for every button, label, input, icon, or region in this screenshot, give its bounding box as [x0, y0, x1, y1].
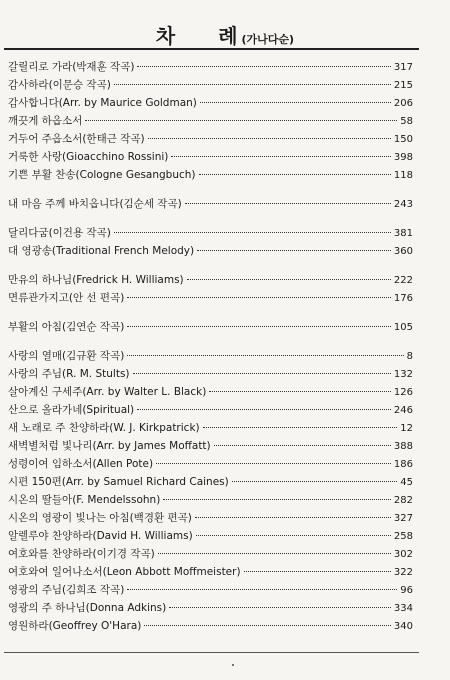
entry-title: 여호와여 일어나소서(Leon Abbott Moffmeister) — [8, 566, 241, 578]
toc-entry — [8, 58, 413, 76]
toc-entry — [8, 617, 413, 635]
entry-page: 360 — [393, 246, 413, 257]
entry-page: 398 — [393, 152, 413, 163]
dot-leader — [156, 463, 391, 464]
toc-entry — [8, 112, 413, 130]
entry-title: 대 영광송(Traditional French Melody) — [8, 245, 195, 257]
toc-subheading: (가나다순) — [241, 33, 295, 46]
entry-title: 면류관가지고(안 선 편곡) — [8, 292, 125, 304]
dot-leader — [158, 553, 391, 554]
entry-title: 시온의 영광이 빛나는 아침(백경환 편곡) — [8, 512, 192, 524]
entry-title: 시편 150편(Arr. by Samuel Richard Caines) — [8, 476, 229, 488]
entry-title: 영광의 주님(김희조 작곡) — [8, 584, 125, 596]
toc-entry — [8, 419, 413, 437]
toc-entry — [8, 563, 413, 581]
dot-leader — [137, 66, 390, 67]
entry-title: 영원하라(Geoffrey O'Hara) — [8, 620, 142, 632]
entry-page: 246 — [393, 405, 413, 416]
toc-entry — [8, 224, 413, 242]
dot-leader — [137, 409, 391, 410]
entry-page: 58 — [400, 116, 413, 127]
entry-page: 302 — [393, 549, 413, 560]
dot-leader — [163, 499, 391, 500]
entry-page: 222 — [393, 275, 413, 286]
entry-page: 105 — [393, 322, 413, 333]
dot-leader — [232, 481, 398, 482]
entry-page: 45 — [400, 477, 413, 488]
dot-leader — [203, 427, 398, 428]
entry-title: 사랑의 열매(김규환 작곡) — [8, 350, 125, 362]
toc-entry — [8, 527, 413, 545]
toc-heading: 차 례 — [155, 24, 256, 48]
entry-title: 사랑의 주님(R. M. Stults) — [8, 368, 130, 380]
entry-title: 감사합니다(Arr. by Maurice Goldman) — [8, 97, 197, 109]
dot-leader — [133, 373, 391, 374]
entry-page: 340 — [393, 621, 413, 632]
dot-leader — [187, 279, 391, 280]
toc-entry — [8, 383, 413, 401]
entry-page: 118 — [393, 170, 413, 181]
toc-entry — [8, 148, 413, 166]
dot-leader — [85, 120, 397, 121]
toc-entry — [8, 491, 413, 509]
dot-leader — [127, 326, 391, 327]
toc-entry — [8, 94, 413, 112]
toc-entry — [8, 166, 413, 184]
toc-entry — [8, 130, 413, 148]
toc-entry — [8, 455, 413, 473]
entry-page: 126 — [393, 387, 413, 398]
entry-page: 243 — [393, 199, 413, 210]
entry-page: 132 — [393, 369, 413, 380]
entry-page: 282 — [393, 495, 413, 506]
toc-entry — [8, 581, 413, 599]
entry-page: 381 — [393, 228, 413, 239]
dot-leader — [214, 445, 391, 446]
toc-entry — [8, 545, 413, 563]
entry-page: 96 — [400, 585, 413, 596]
toc-title — [0, 20, 450, 49]
dot-leader — [171, 156, 391, 157]
entry-title: 새벽별처럼 빛나리(Arr. by James Moffatt) — [8, 440, 211, 452]
toc-entry — [8, 76, 413, 94]
entry-title: 달리다굼(이건용 작곡) — [8, 227, 111, 239]
toc-list — [8, 58, 413, 635]
toc-entry — [8, 242, 413, 260]
entry-title: 부활의 아침(김연순 작곡) — [8, 321, 125, 333]
entry-title: 감사하라(이문승 작곡) — [8, 79, 111, 91]
entry-page: 322 — [393, 567, 413, 578]
entry-title: 알렐루야 찬양하라(David H. Williams) — [8, 530, 193, 542]
entry-page: 215 — [393, 80, 413, 91]
entry-title: 성령이여 임하소서(Allen Pote) — [8, 458, 154, 470]
entry-title: 만유의 하나님(Fredrick H. Williams) — [8, 274, 184, 286]
toc-entry — [8, 365, 413, 383]
toc-entry — [8, 509, 413, 527]
dot-leader — [169, 607, 391, 608]
dot-leader — [114, 232, 391, 233]
dot-leader — [197, 250, 391, 251]
toc-entry — [8, 195, 413, 213]
dot-leader — [195, 517, 391, 518]
dot-leader — [127, 355, 403, 356]
entry-page: 334 — [393, 603, 413, 614]
entry-title: 갈릴리로 가라(박재훈 작곡) — [8, 61, 135, 73]
entry-page: 186 — [393, 459, 413, 470]
entry-title: 여호와를 찬양하라(이기경 작곡) — [8, 548, 155, 560]
entry-title: 살아계신 구세주(Arr. by Walter L. Black) — [8, 386, 207, 398]
dot-leader — [144, 625, 391, 626]
toc-entry — [8, 401, 413, 419]
bottom-rule — [4, 652, 419, 653]
entry-page: 388 — [393, 441, 413, 452]
entry-page: 8 — [406, 351, 413, 362]
entry-title: 영광의 주 하나님(Donna Adkins) — [8, 602, 167, 614]
page-dot — [232, 664, 234, 666]
entry-title: 깨끗게 하옵소서 — [8, 115, 83, 127]
dot-leader — [148, 138, 391, 139]
toc-entry — [8, 318, 413, 336]
toc-entry — [8, 289, 413, 307]
entry-title: 새 노래로 주 찬양하라(W. J. Kirkpatrick) — [8, 422, 200, 434]
entry-title: 시온의 딸들아(F. Mendelssohn) — [8, 494, 161, 506]
entry-page: 150 — [393, 134, 413, 145]
entry-page: 206 — [393, 98, 413, 109]
entry-page: 12 — [400, 423, 413, 434]
entry-page: 317 — [393, 62, 413, 73]
dot-leader — [209, 391, 391, 392]
entry-title: 내 마음 주께 바치옵니다(김순세 작곡) — [8, 198, 182, 210]
dot-leader — [127, 589, 397, 590]
dot-leader — [185, 203, 391, 204]
entry-page: 176 — [393, 293, 413, 304]
dot-leader — [114, 84, 391, 85]
entry-title: 거룩한 사랑(Gioacchino Rossini) — [8, 151, 169, 163]
dot-leader — [244, 571, 391, 572]
toc-entry — [8, 437, 413, 455]
entry-title: 거두어 주옵소서(한태근 작곡) — [8, 133, 145, 145]
entry-title: 산으로 올라가네(Spiritual) — [8, 404, 135, 416]
top-rule — [4, 48, 419, 50]
entry-page: 327 — [393, 513, 413, 524]
toc-entry — [8, 599, 413, 617]
toc-entry — [8, 271, 413, 289]
dot-leader — [200, 102, 391, 103]
toc-entry — [8, 473, 413, 491]
dot-leader — [196, 535, 391, 536]
dot-leader — [199, 174, 391, 175]
entry-page: 258 — [393, 531, 413, 542]
toc-entry — [8, 347, 413, 365]
entry-title: 기쁜 부활 찬송(Cologne Gesangbuch) — [8, 169, 196, 181]
dot-leader — [127, 297, 391, 298]
